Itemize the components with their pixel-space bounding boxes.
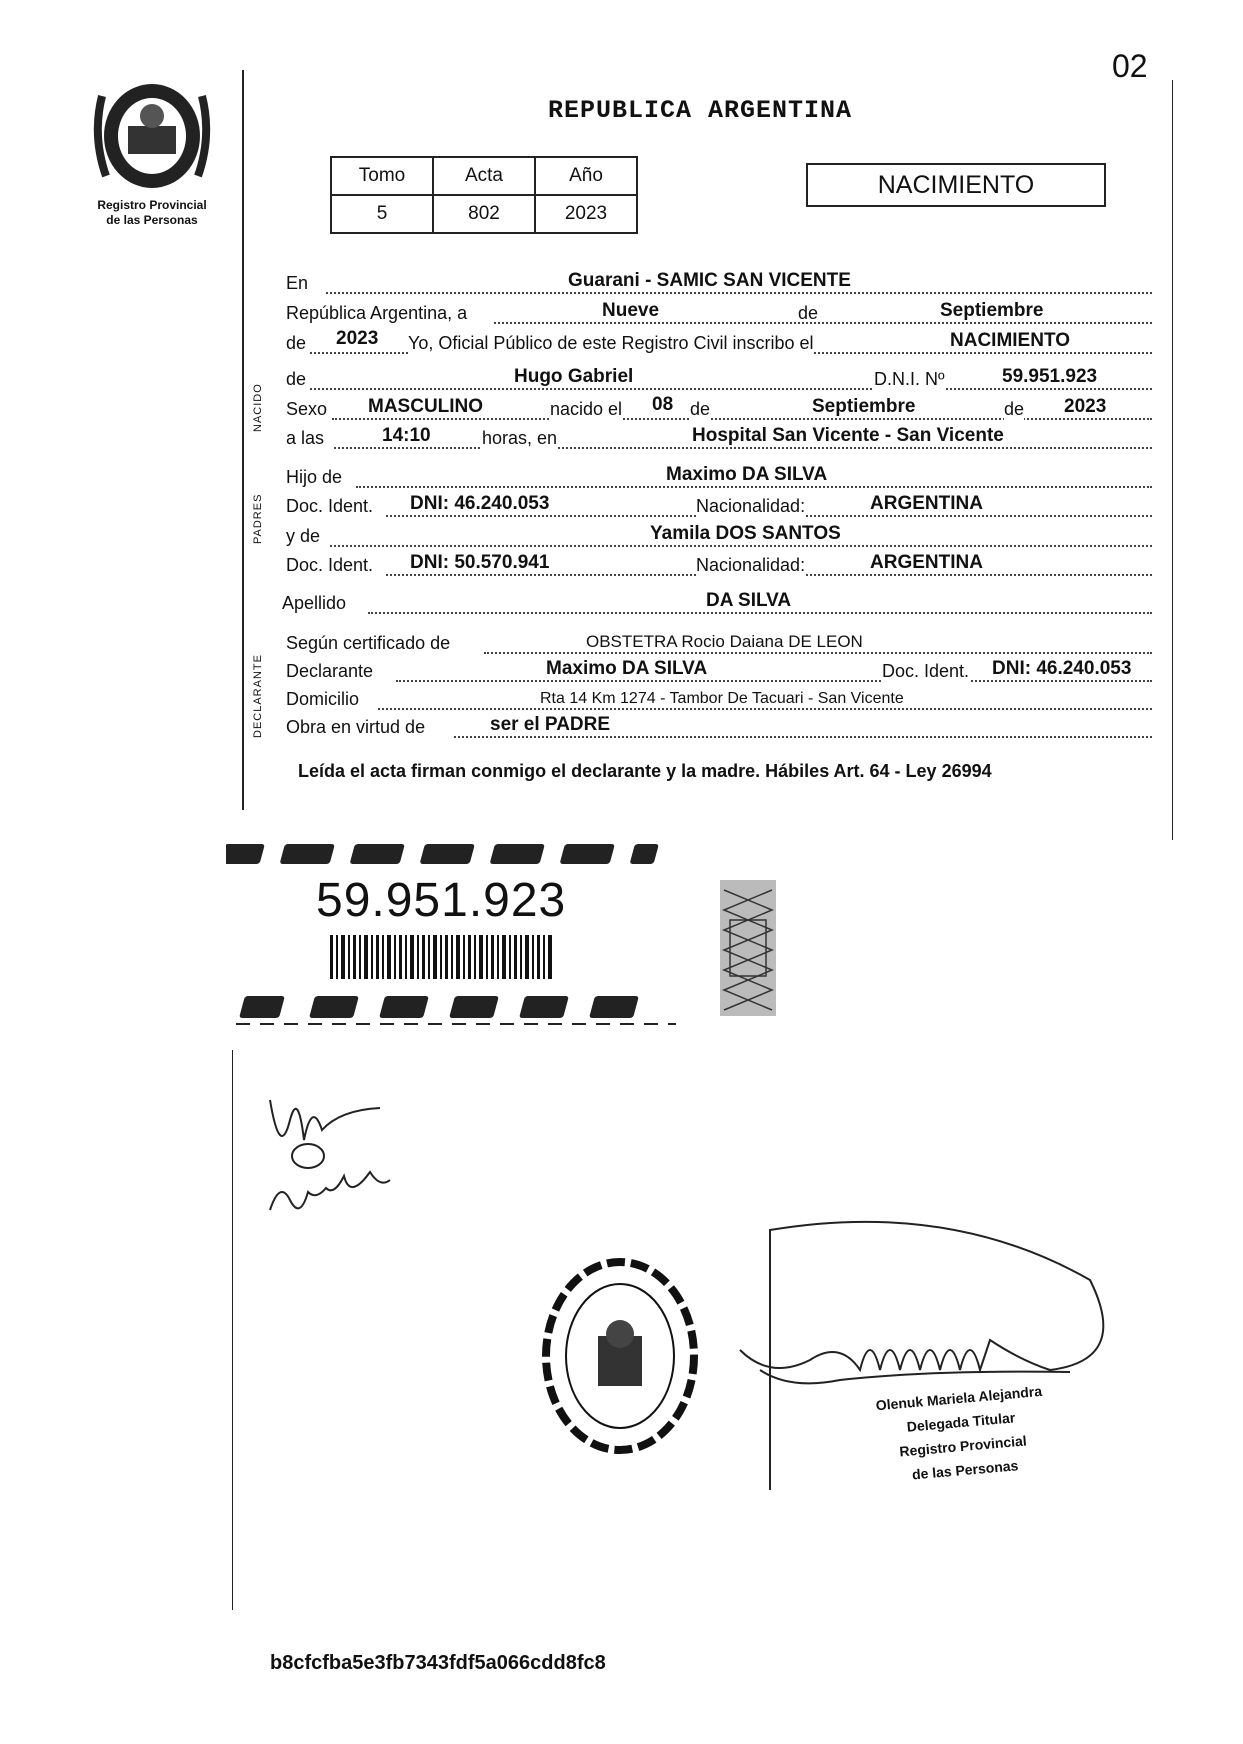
value-apellido: DA SILVA xyxy=(706,590,792,611)
label-nacionalidad-2: Nacionalidad: xyxy=(696,555,806,575)
side-label-padres: PADRES xyxy=(252,493,264,544)
page-number: 02 xyxy=(1112,48,1148,84)
dni-large-number: 59.951.923 xyxy=(316,874,567,927)
label-doc-ident-3: Doc. Ident. xyxy=(882,661,970,681)
label-de-mes: de xyxy=(690,399,711,419)
label-de-nombre: de xyxy=(286,369,307,389)
label-yo: Yo, Oficial Público de este Registro Civil inscribo el xyxy=(408,333,814,353)
side-label-nacido: NACIDO xyxy=(252,383,264,432)
value-padre-nac: ARGENTINA xyxy=(870,493,983,514)
act-type-badge: NACIMIENTO xyxy=(806,163,1106,207)
row-madre xyxy=(286,523,1154,547)
left-margin-rule xyxy=(242,70,244,810)
value-obra: ser el PADRE xyxy=(490,714,611,735)
label-en: En xyxy=(286,273,309,293)
label-doc-ident-2: Doc. Ident. xyxy=(286,555,374,575)
label-horas-en: horas, en xyxy=(482,428,558,448)
label-sexo: Sexo xyxy=(286,399,328,419)
row-domicilio xyxy=(286,686,1154,710)
issuer-line-2: de las Personas xyxy=(106,213,198,227)
value-lugar: Guarani - SAMIC SAN VICENTE xyxy=(568,270,851,291)
official-registry-2: de las Personas xyxy=(911,1457,1019,1483)
side-label-declarante: DECLARANTE xyxy=(252,654,264,738)
value-nombre: Hugo Gabriel xyxy=(514,366,634,387)
label-doc-ident: Doc. Ident. xyxy=(286,496,374,516)
label-hijo-de: Hijo de xyxy=(286,467,343,487)
value-padre-doc: DNI: 46.240.053 xyxy=(410,493,550,514)
row-fecha-registro xyxy=(286,300,1154,324)
left-margin-rule-lower xyxy=(232,1050,233,1610)
document-hash: b8cfcfba5e3fb7343fdf5a066cdd8fc8 xyxy=(270,1652,606,1674)
official-registry-1: Registro Provincial xyxy=(898,1432,1028,1460)
closing-statement: Leída el acta firman conmigo el declarante y la madre. Hábiles Art. 64 - Ley 26994 xyxy=(298,761,992,781)
value-acto: NACIMIENTO xyxy=(950,330,1070,351)
value-anio-registro: 2023 xyxy=(336,328,379,349)
value-mes-nac: Septiembre xyxy=(812,396,916,417)
value-sexo: MASCULINO xyxy=(368,396,484,417)
label-republica: República Argentina, a xyxy=(286,303,468,323)
label-de-anio: de xyxy=(1004,399,1025,419)
value-dni: 59.951.923 xyxy=(1002,366,1098,387)
value-madre: Yamila DOS SANTOS xyxy=(650,523,841,544)
row-hora-lugar xyxy=(286,425,1154,449)
value-hora: 14:10 xyxy=(382,425,431,446)
value-madre-doc: DNI: 50.570.941 xyxy=(410,552,550,573)
label-dni: D.N.I. Nº xyxy=(874,369,945,389)
registry-value-anio: 2023 xyxy=(535,195,637,233)
document-title: REPUBLICA ARGENTINA xyxy=(547,96,853,125)
barcode-icon xyxy=(330,935,554,979)
official-role: Delegada Titular xyxy=(906,1409,1016,1435)
row-inscripcion xyxy=(286,330,1154,354)
issuer-line-1: Registro Provincial xyxy=(97,198,207,212)
value-domicilio: Rta 14 Km 1274 - Tambor De Tacuari - San Vicente xyxy=(540,690,904,707)
value-lugar-nac: Hospital San Vicente - San Vicente xyxy=(692,425,1004,446)
label-declarante: Declarante xyxy=(286,661,374,681)
label-segun: Según certificado de xyxy=(286,633,451,653)
value-certificado: OBSTETRA Rocio Daiana DE LEON xyxy=(586,632,863,651)
value-padre: Maximo DA SILVA xyxy=(666,464,828,485)
registry-value-tomo: 5 xyxy=(331,195,433,233)
row-nombre xyxy=(286,366,1154,390)
issuer-name xyxy=(70,198,234,228)
label-apellido: Apellido xyxy=(282,593,347,613)
registry-header-anio: Año xyxy=(535,157,637,195)
security-pattern-icon xyxy=(226,840,686,870)
registry-table xyxy=(330,156,638,234)
label-domicilio: Domicilio xyxy=(286,689,360,709)
row-apellido xyxy=(282,590,1154,614)
security-pattern-icon-lower xyxy=(236,992,676,1026)
row-declarante xyxy=(286,658,1154,682)
label-de2: de xyxy=(286,333,307,353)
value-madre-nac: ARGENTINA xyxy=(870,552,983,573)
registry-header-acta: Acta xyxy=(433,157,535,195)
value-anio-nac: 2023 xyxy=(1064,396,1107,417)
row-obra xyxy=(286,714,1154,738)
row-padre-doc xyxy=(286,493,1154,517)
row-certificado xyxy=(286,630,1154,654)
registry-value-acta: 802 xyxy=(433,195,535,233)
label-obra: Obra en virtud de xyxy=(286,717,426,737)
row-sexo xyxy=(286,396,1154,420)
parents-signature xyxy=(260,1080,440,1230)
value-declarante: Maximo DA SILVA xyxy=(546,658,708,679)
value-dia-letras: Nueve xyxy=(602,300,660,321)
value-declarante-doc: DNI: 46.240.053 xyxy=(992,658,1132,679)
value-mes-registro: Septiembre xyxy=(940,300,1044,321)
right-margin-rule xyxy=(1172,80,1173,840)
hospital-seal-icon xyxy=(540,1256,700,1456)
row-padre xyxy=(286,464,1154,488)
misiones-province-seal-icon xyxy=(88,76,216,196)
label-nacionalidad: Nacionalidad: xyxy=(696,496,806,516)
registry-header-tomo: Tomo xyxy=(331,157,433,195)
security-hologram-icon xyxy=(720,880,776,1016)
row-lugar xyxy=(286,270,1154,294)
official-name: Olenuk Mariela Alejandra xyxy=(875,1382,1043,1414)
label-nacido-el: nacido el xyxy=(550,399,623,419)
label-a-las: a las xyxy=(286,428,325,448)
label-y-de: y de xyxy=(286,526,321,546)
value-dia-nac: 08 xyxy=(652,394,674,415)
row-madre-doc xyxy=(286,552,1154,576)
label-de: de xyxy=(798,303,819,323)
